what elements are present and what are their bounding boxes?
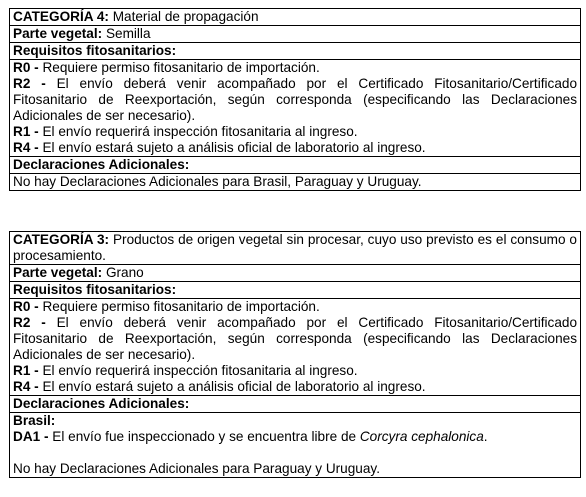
declarations-heading: Declaraciones Adicionales:: [10, 157, 580, 174]
requirement-text: El envío deberá venir acompañado por el Certificado Fitosanitario/Certificado Fitosanitario de Reexportación, según corresponda (especificando las Declaraciones Adicionales de ser necesario).: [13, 76, 578, 123]
plant-part-text: Semilla: [105, 26, 151, 41]
requirement-code: R1 -: [13, 363, 39, 378]
requirement-text: Requiere permiso fitosanitario de importación.: [42, 60, 320, 75]
category-text: Productos de origen vegetal sin procesar, cuyo uso previsto es el consumo o procesamiento.: [13, 232, 577, 263]
declaration-species: Corcyra cephalonica: [359, 429, 484, 444]
requirement-text: El envío deberá venir acompañado por el Certificado Fitosanitario/Certificado Fitosanitario de Reexportación, según corresponda (especificando las Declaraciones Adicionales de ser necesario).: [13, 315, 578, 362]
requirement-code: R2 -: [13, 315, 46, 330]
requirement-item: [13, 60, 577, 76]
declaration-text: El envío fue inspeccionado y se encuentra libre de: [52, 429, 357, 444]
requirement-text: El envío estará sujeto a análisis oficial de laboratorio al ingreso.: [42, 140, 426, 155]
requirement-code: R4 -: [13, 379, 39, 394]
declarations-heading: Declaraciones Adicionales:: [10, 396, 580, 413]
category-4-table: [9, 8, 581, 191]
requirement-code: R2 -: [13, 76, 46, 91]
requirement-text: El envío requerirá inspección fitosanitaria al ingreso.: [42, 363, 358, 378]
declaration-end: .: [483, 429, 488, 444]
requirement-item: [13, 124, 577, 140]
category-row: [10, 9, 580, 26]
requirement-text: El envío requerirá inspección fitosanitaria al ingreso.: [42, 124, 358, 139]
additional-declaration: [13, 429, 577, 445]
plant-part-label: Parte vegetal:: [13, 265, 103, 280]
requirement-item: [13, 299, 577, 315]
requirement-item: [13, 315, 577, 363]
requirement-text: Requiere permiso fitosanitario de importación.: [42, 299, 320, 314]
category-label: CATEGORÍA 3:: [13, 232, 110, 247]
category-row: [10, 232, 580, 265]
requirement-item: [13, 76, 577, 124]
requirements-list: [10, 299, 580, 396]
requirement-item: [13, 140, 577, 156]
declarations-content: [10, 413, 580, 477]
category-text: Material de propagación: [112, 9, 259, 24]
requirements-list: [10, 60, 580, 157]
category-3-table: [9, 231, 581, 478]
requirement-item: [13, 363, 577, 379]
category-label: CATEGORÍA 4:: [13, 9, 109, 24]
declarations-text: No hay Declaraciones Adicionales para Brasil, Paraguay y Uruguay.: [13, 174, 422, 189]
requirement-item: [13, 379, 577, 395]
plant-part-text: Grano: [105, 265, 144, 280]
plant-part-label: Parte vegetal:: [13, 26, 103, 41]
declaration-code: DA1 -: [13, 429, 49, 444]
country-label: Brasil:: [13, 413, 56, 428]
plant-part-row: [10, 265, 580, 282]
requirement-text: El envío estará sujeto a análisis oficial de laboratorio al ingreso.: [42, 379, 426, 394]
requirement-code: R0 -: [13, 60, 39, 75]
declarations-text: No hay Declaraciones Adicionales para Paraguay y Uruguay.: [13, 461, 380, 476]
requirement-code: R0 -: [13, 299, 39, 314]
requirement-code: R4 -: [13, 140, 39, 155]
spacer: [13, 445, 577, 461]
requirements-heading: Requisitos fitosanitarios:: [10, 43, 580, 60]
plant-part-row: [10, 26, 580, 43]
requirements-heading: Requisitos fitosanitarios:: [10, 282, 580, 299]
requirement-code: R1 -: [13, 124, 39, 139]
